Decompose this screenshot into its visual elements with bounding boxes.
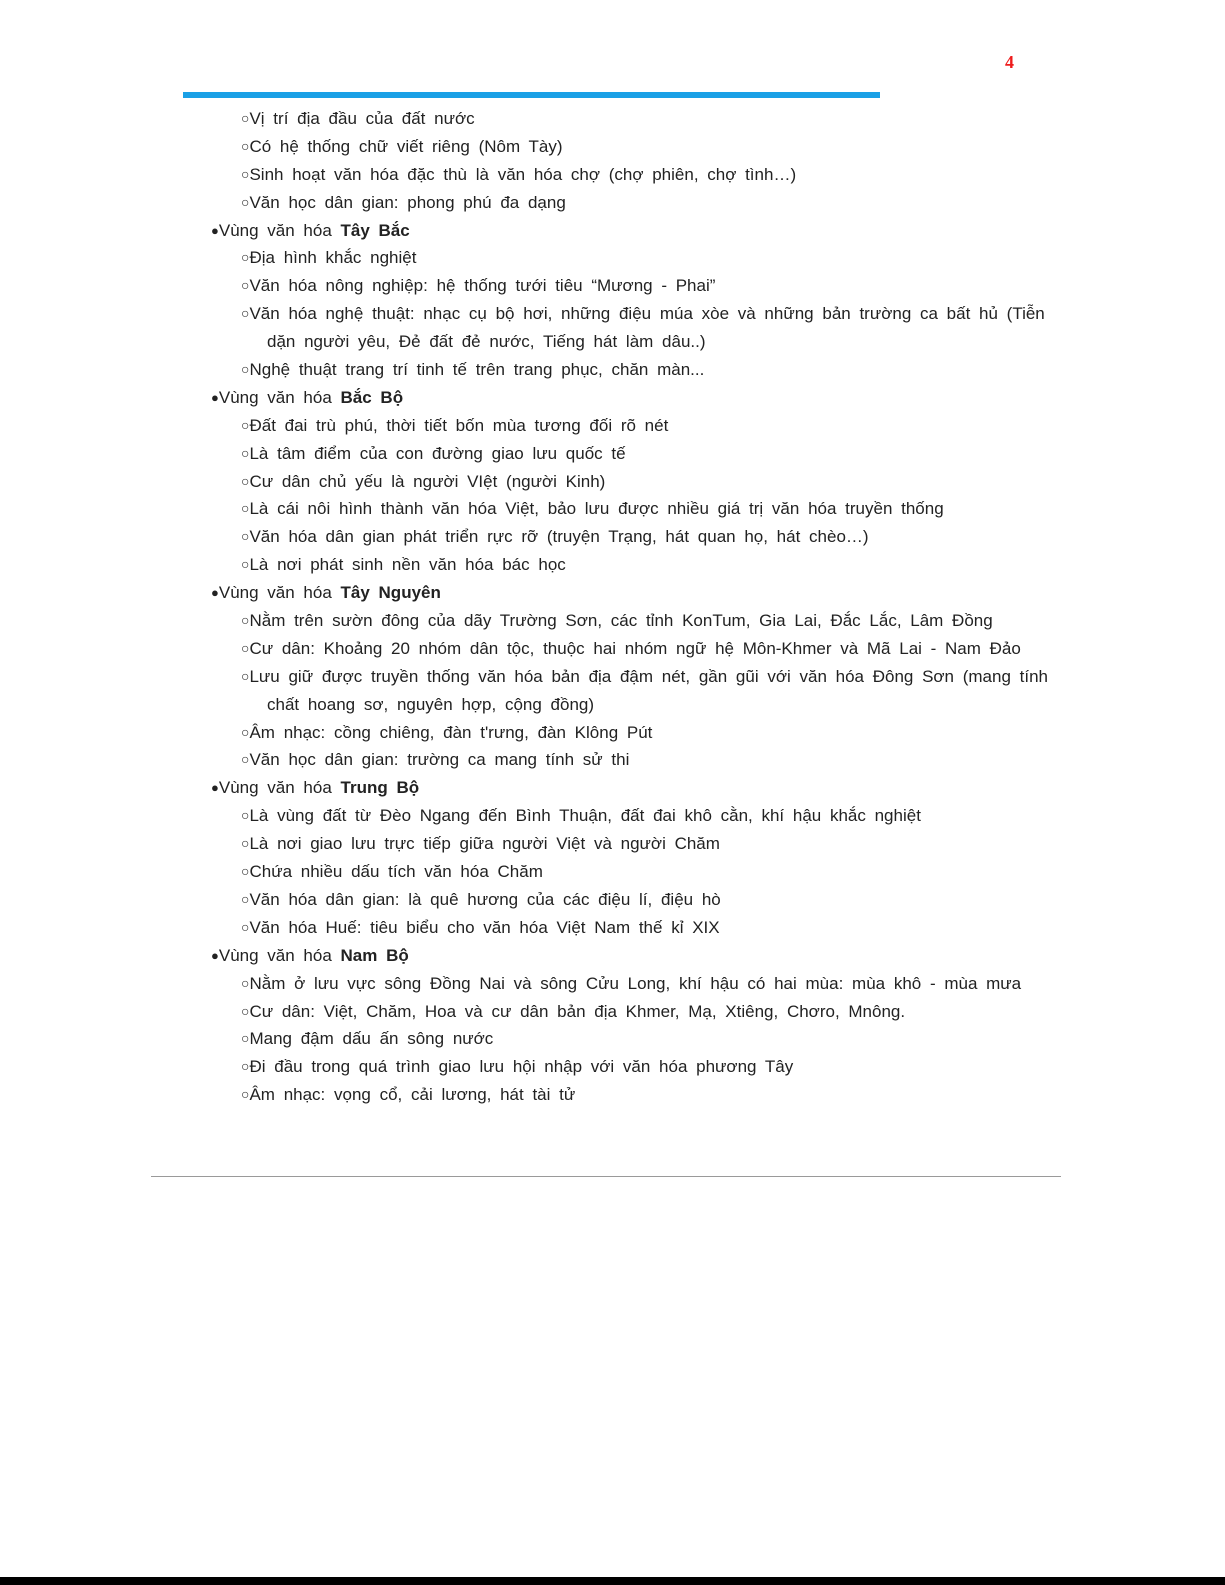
circle-bullet-icon: ○ xyxy=(241,807,250,824)
list-item xyxy=(0,161,1062,189)
list-item-text: Cư dân chủ yếu là người VIệt (người Kinh) xyxy=(249,471,606,491)
region-heading xyxy=(0,384,1062,412)
list-item-text: Văn hóa nghệ thuật: nhạc cụ bộ hơi, những điệu múa xòe và những bản trường ca bất hủ (Tiễn xyxy=(249,304,1045,324)
list-item-text: Văn học dân gian: phong phú đa dạng xyxy=(249,192,566,212)
list-item-continuation xyxy=(0,328,1062,356)
region-heading xyxy=(0,942,1062,970)
list-item-text: chất hoang sơ, nguyên hợp, cộng đồng) xyxy=(267,694,595,714)
circle-bullet-icon: ○ xyxy=(241,249,250,266)
list-item-text: Là nơi giao lưu trực tiếp giữa người Việt và người Chăm xyxy=(249,834,720,854)
list-item-text: Là nơi phát sinh nền văn hóa bác học xyxy=(249,555,566,575)
list-item xyxy=(0,272,1062,300)
list-item xyxy=(0,1025,1062,1053)
list-item-text: Văn hóa dân gian: là quê hương của các điệu lí, điệu hò xyxy=(249,889,721,909)
list-item-text: Là cái nôi hình thành văn hóa Việt, bảo lưu được nhiều giá trị văn hóa truyền thống xyxy=(249,499,944,519)
region-name: Trung Bộ xyxy=(340,778,420,798)
list-item-text: Lưu giữ được truyền thống văn hóa bản địa đậm nét, gần gũi với văn hóa Đông Sơn (mang tính xyxy=(249,666,1049,686)
region-name: Tây Bắc xyxy=(340,220,410,240)
circle-bullet-icon: ○ xyxy=(241,110,250,126)
circle-bullet-icon: ○ xyxy=(241,974,250,991)
list-item xyxy=(0,189,1062,217)
heading-prefix: Vùng văn hóa xyxy=(218,220,341,240)
list-item xyxy=(0,719,1062,747)
list-item xyxy=(0,607,1062,635)
list-item xyxy=(0,105,1062,133)
list-item-text: dặn người yêu, Đẻ đất đẻ nước, Tiếng hát làm dâu..) xyxy=(267,332,706,352)
list-item xyxy=(0,858,1062,886)
list-item xyxy=(0,495,1062,523)
list-item xyxy=(0,802,1062,830)
heading-prefix: Vùng văn hóa xyxy=(218,778,341,798)
list-item xyxy=(0,663,1062,691)
list-item xyxy=(0,1081,1062,1109)
list-item-text: Nằm ở lưu vực sông Đồng Nai và sông Cửu Long, khí hậu có hai mùa: mùa khô - mùa mưa xyxy=(249,973,1022,993)
circle-bullet-icon: ○ xyxy=(241,500,250,517)
list-item xyxy=(0,133,1062,161)
list-item-text: Là tâm điểm của con đường giao lưu quốc tế xyxy=(249,443,626,463)
list-item xyxy=(0,523,1062,551)
list-item xyxy=(0,746,1062,774)
list-item-text: Là vùng đất từ Đèo Ngang đến Bình Thuận, đất đai khô cằn, khí hậu khắc nghiệt xyxy=(249,806,921,826)
list-item-text: Đi đầu trong quá trình giao lưu hội nhập với văn hóa phương Tây xyxy=(249,1057,794,1077)
list-item xyxy=(0,244,1062,272)
list-item xyxy=(0,635,1062,663)
region-heading xyxy=(0,774,1062,802)
list-item xyxy=(0,468,1062,496)
circle-bullet-icon: ○ xyxy=(241,361,250,378)
list-item-text: Âm nhạc: cồng chiêng, đàn t'rưng, đàn Klông Pút xyxy=(249,722,653,742)
list-item xyxy=(0,412,1062,440)
list-item-text: Cư dân: Việt, Chăm, Hoa và cư dân bản địa Khmer, Mạ, Xtiêng, Chơro, Mnông. xyxy=(249,1001,906,1021)
circle-bullet-icon: ○ xyxy=(241,751,250,768)
circle-bullet-icon: ○ xyxy=(241,137,250,154)
region-name: Bắc Bộ xyxy=(340,387,404,407)
circle-bullet-icon: ○ xyxy=(241,1086,250,1103)
bullet-icon: ● xyxy=(211,389,219,405)
circle-bullet-icon: ○ xyxy=(241,444,250,461)
circle-bullet-icon: ○ xyxy=(241,639,250,656)
circle-bullet-icon: ○ xyxy=(241,667,250,684)
heading-prefix: Vùng văn hóa xyxy=(218,583,341,603)
circle-bullet-icon: ○ xyxy=(241,1002,250,1019)
region-heading xyxy=(0,579,1062,607)
circle-bullet-icon: ○ xyxy=(241,472,250,489)
list-item-text: Đất đai trù phú, thời tiết bốn mùa tương đối rõ nét xyxy=(249,415,669,435)
list-item xyxy=(0,998,1062,1026)
circle-bullet-icon: ○ xyxy=(241,528,250,545)
footer-rule xyxy=(151,1176,1061,1177)
list-item-text: Nghệ thuật trang trí tinh tế trên trang phục, chăn màn... xyxy=(249,360,705,380)
list-item xyxy=(0,830,1062,858)
list-item-text: Sinh hoạt văn hóa đặc thù là văn hóa chợ (chợ phiên, chợ tình…) xyxy=(249,164,797,184)
list-item xyxy=(0,914,1062,942)
circle-bullet-icon: ○ xyxy=(241,863,250,880)
list-item-text: Văn hóa dân gian phát triển rực rỡ (truyện Trạng, hát quan họ, hát chèo…) xyxy=(249,527,869,547)
circle-bullet-icon: ○ xyxy=(241,1030,250,1047)
list-item-text: Địa hình khắc nghiệt xyxy=(249,248,417,268)
list-item-text: Mang đậm dấu ấn sông nước xyxy=(249,1029,494,1049)
heading-prefix: Vùng văn hóa xyxy=(218,945,341,965)
document-body xyxy=(0,105,1062,1109)
list-item xyxy=(0,551,1062,579)
page-bottom-edge xyxy=(0,1577,1225,1585)
circle-bullet-icon: ○ xyxy=(241,305,250,322)
list-item-text: Văn học dân gian: trường ca mang tính sử thi xyxy=(249,750,630,770)
list-item xyxy=(0,1053,1062,1081)
circle-bullet-icon: ○ xyxy=(241,835,250,852)
heading-prefix: Vùng văn hóa xyxy=(218,387,341,407)
list-item-text: Có hệ thống chữ viết riêng (Nôm Tày) xyxy=(249,136,563,156)
bullet-icon: ● xyxy=(211,585,219,601)
bullet-icon: ● xyxy=(211,222,219,238)
bullet-icon: ● xyxy=(211,947,219,963)
region-heading xyxy=(0,217,1062,245)
circle-bullet-icon: ○ xyxy=(241,193,250,210)
list-item xyxy=(0,300,1062,328)
list-item-text: Chứa nhiều dấu tích văn hóa Chăm xyxy=(249,862,543,882)
region-name: Tây Nguyên xyxy=(340,583,441,603)
list-item-text: Vị trí địa đầu của đất nước xyxy=(249,109,475,128)
circle-bullet-icon: ○ xyxy=(241,556,250,573)
list-item xyxy=(0,886,1062,914)
circle-bullet-icon: ○ xyxy=(241,1058,250,1075)
header-rule xyxy=(183,92,880,98)
list-item-text: Cư dân: Khoảng 20 nhóm dân tộc, thuộc hai nhóm ngữ hệ Môn-Khmer và Mã Lai - Nam Đảo xyxy=(249,638,1021,658)
circle-bullet-icon: ○ xyxy=(241,277,250,294)
page-number: 4 xyxy=(1005,52,1014,72)
list-item-continuation xyxy=(0,691,1062,719)
bullet-icon: ● xyxy=(211,780,219,796)
circle-bullet-icon: ○ xyxy=(241,918,250,935)
list-item-text: Âm nhạc: vọng cổ, cải lương, hát tài tử xyxy=(249,1085,576,1105)
circle-bullet-icon: ○ xyxy=(241,612,250,629)
circle-bullet-icon: ○ xyxy=(241,723,250,740)
circle-bullet-icon: ○ xyxy=(241,416,250,433)
circle-bullet-icon: ○ xyxy=(241,165,250,182)
list-item xyxy=(0,356,1062,384)
list-item-text: Văn hóa nông nghiệp: hệ thống tưới tiêu “Mương - Phai” xyxy=(249,276,716,296)
list-item-text: Nằm trên sườn đông của dãy Trường Sơn, các tỉnh KonTum, Gia Lai, Đắc Lắc, Lâm Đồng xyxy=(249,611,993,631)
list-item xyxy=(0,970,1062,998)
list-item xyxy=(0,440,1062,468)
circle-bullet-icon: ○ xyxy=(241,890,250,907)
region-name: Nam Bộ xyxy=(340,945,409,965)
list-item-text: Văn hóa Huế: tiêu biểu cho văn hóa Việt Nam thế kỉ XIX xyxy=(249,917,720,937)
